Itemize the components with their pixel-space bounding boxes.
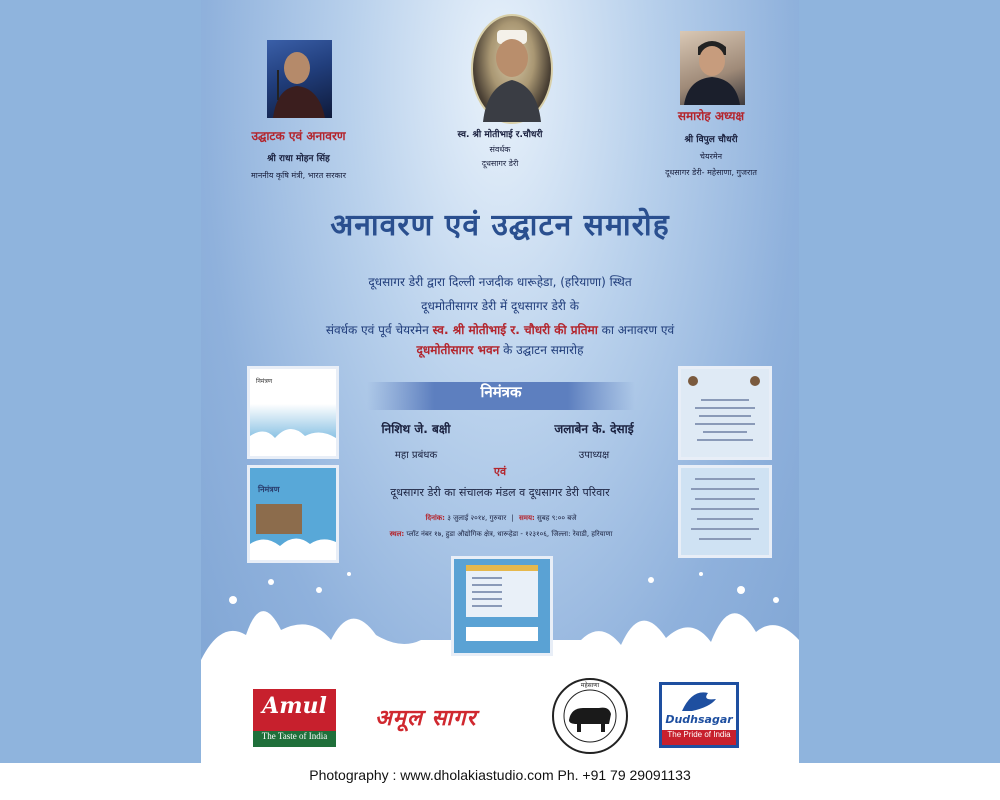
thumb-heading: निमंत्रण <box>256 378 273 385</box>
card-inner-panel <box>466 565 538 617</box>
right-guest-org: दूधसागर डेरी- महेसाणा, गुजरात <box>665 168 757 177</box>
right-guest-role: समारोह अध्यक्ष <box>677 109 745 123</box>
venue-line <box>341 526 661 542</box>
left-guest-name: श्री राधा मोहन सिंह <box>267 154 330 164</box>
invite-card-thumb-left-top <box>247 366 339 459</box>
description-line-2: दूधमोतीसागर डेरी में दूधसागर डेरी के <box>421 299 579 313</box>
invite-family: दूधसागर डेरी का संचालक मंडल व दूधसागर डेरी परिवार <box>390 486 610 499</box>
thumb-heading-bottom: निमंत्रण <box>258 485 280 494</box>
center-guest-org: दूधसागर डेरी <box>481 159 519 168</box>
milk-drop-icon <box>662 687 736 713</box>
description-line-3a: संवर्धक एवं पूर्व चेयरमेन <box>325 323 429 337</box>
founder-portrait <box>471 14 553 124</box>
photography-credit: Photography : www.dholakiastudio.com Ph. +91 79 29091133 <box>309 767 691 783</box>
date-time-line <box>341 510 661 526</box>
invite-heading-bar <box>367 382 635 410</box>
card-footer-strip <box>466 627 538 641</box>
milk-splash-icon <box>250 530 336 560</box>
mehsana-union-seal <box>549 676 631 756</box>
host-2 <box>519 420 669 461</box>
description-line-4b: के उद्घाटन समारोह <box>503 343 584 357</box>
invite-heading: निमंत्रक <box>480 383 522 401</box>
amul-logo <box>253 689 336 747</box>
person-silhouette-icon <box>267 40 332 118</box>
event-schedule <box>341 510 661 542</box>
amul-tagline: The Taste of India <box>253 731 336 747</box>
description-line-3 <box>221 318 779 342</box>
right-guest-name: श्री विपुल चौधरी <box>684 135 738 145</box>
time-label: समय: <box>519 514 535 522</box>
amul-sagar-logo: अमूल सागर <box>375 706 477 731</box>
dudhsagar-word: Dudhsagar <box>665 713 733 726</box>
person-silhouette-icon <box>473 16 551 122</box>
seal-text: महेसाणा <box>580 682 600 689</box>
left-guest-caption <box>211 127 386 181</box>
time-value: सुबह ९:०० बजे <box>537 514 577 522</box>
invite-card-thumb-right-top <box>678 366 772 460</box>
right-guest-caption <box>621 107 799 178</box>
card-text-lines-icon <box>681 468 769 555</box>
invitation-poster <box>201 0 799 763</box>
description-line-3c: का अनावरण एवं <box>601 323 675 337</box>
invite-and: एवं <box>493 465 507 478</box>
dudhsagar-tagline: The Pride of India <box>662 730 736 745</box>
right-guest-designation: चेयरमेन <box>699 152 723 161</box>
left-guest-designation: माननीय कृषि मंत्री, भारत सरकार <box>251 171 346 180</box>
invite-card-thumb-center <box>451 556 553 656</box>
left-guest-role: उद्घाटक एवं अनावरण <box>251 129 346 143</box>
invite-card-thumb-left-bottom <box>247 465 339 563</box>
date-value: ३ जुलाई २०१४, गुरुवार <box>447 514 507 522</box>
main-title: अनावरण एवं उद्घाटन समारोह <box>330 208 670 243</box>
right-guest-photo <box>680 31 745 105</box>
person-silhouette-icon <box>680 31 745 105</box>
card-text-lines-icon <box>466 571 538 617</box>
left-guest-photo <box>267 40 332 118</box>
host-1 <box>341 420 491 461</box>
venue-label: स्थल: <box>389 530 405 538</box>
host-2-title: उपाध्यक्ष <box>578 450 610 461</box>
host-2-name: जलाबेन के. देसाई <box>554 422 634 436</box>
center-guest-name: स्व. श्री मोतीभाई र.चौधरी <box>457 130 543 140</box>
description-line-4a: दूधमोतीसागर भवन <box>416 343 500 357</box>
date-label: दिनांक: <box>425 514 445 522</box>
event-description <box>221 270 779 358</box>
amul-word: Amul <box>262 693 327 719</box>
milk-splash-icon <box>250 416 336 456</box>
venue-value: प्लॉट नंबर १७, हुडा औद्योगिक क्षेत्र, धारूहेडा - १२३१०६, जिल्ला: रेवाडी, हरियाणा <box>406 530 613 538</box>
host-1-title: महा प्रबंधक <box>394 450 438 461</box>
separator: | <box>511 514 514 522</box>
center-guest-role: संवर्धक <box>489 145 511 154</box>
center-guest-caption <box>425 127 575 169</box>
description-line-1: दूधसागर डेरी द्वारा दिल्ली नजदीक धारूहेडा, (हरियाणा) स्थित <box>368 275 632 289</box>
description-line-4 <box>221 342 779 358</box>
dudhsagar-logo <box>659 682 739 748</box>
description-line-3b: स्व. श्री मोतीभाई र. चौधरी की प्रतिमा <box>432 323 598 337</box>
host-1-name: निशिथ जे. बक्षी <box>381 422 451 436</box>
card-text-lines-icon <box>681 369 769 457</box>
